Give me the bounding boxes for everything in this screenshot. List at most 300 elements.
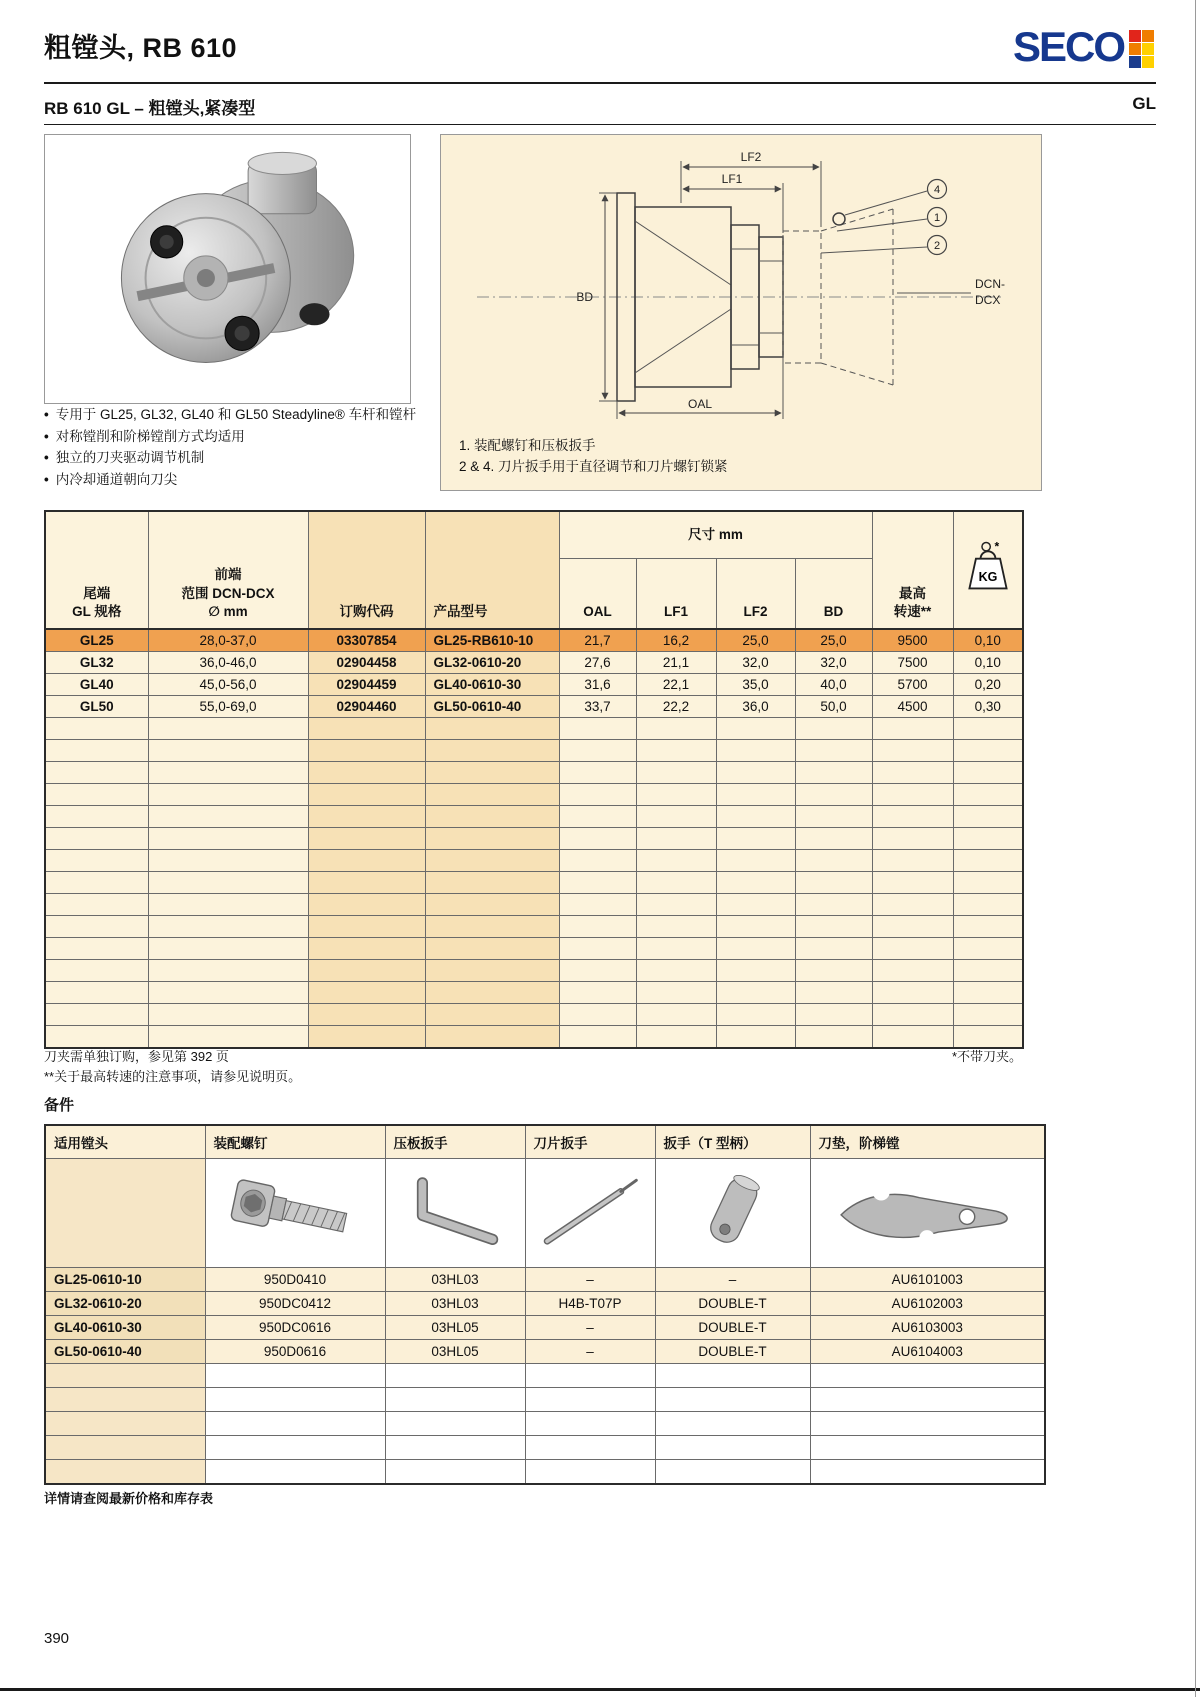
- col-header-model: 产品型号: [425, 511, 559, 629]
- cell-lf2: 35,0: [716, 674, 795, 696]
- empty-cell: [425, 784, 559, 806]
- empty-cell: [795, 850, 872, 872]
- technical-diagram: [441, 135, 1039, 425]
- cell-code: 02904459: [308, 674, 425, 696]
- cell-model: GL40-0610-30: [425, 674, 559, 696]
- cell-oal: 21,7: [559, 629, 636, 652]
- acc-cell: GL32-0610-20: [45, 1292, 205, 1316]
- empty-cell: [148, 740, 308, 762]
- empty-cell: [425, 894, 559, 916]
- acc-cell: –: [525, 1340, 655, 1364]
- weight-kg-icon: [962, 539, 1014, 597]
- callout-2: 2: [933, 240, 941, 252]
- acc-cell: 950D0410: [205, 1268, 385, 1292]
- empty-cell: [308, 762, 425, 784]
- empty-cell: [45, 938, 148, 960]
- technical-diagram-frame: [440, 134, 1042, 491]
- empty-cell: [655, 1460, 810, 1485]
- accessories-icon-row: [45, 1159, 1045, 1268]
- acc-col-header-shim: 刀垫，阶梯镗: [810, 1125, 1045, 1159]
- empty-cell: [636, 850, 716, 872]
- col-header-weight: [953, 511, 1023, 629]
- empty-cell: [795, 872, 872, 894]
- empty-cell: [872, 1004, 953, 1026]
- bullet-icon: [44, 407, 56, 422]
- empty-cell: [716, 938, 795, 960]
- empty-cell: [148, 982, 308, 1004]
- cell-kg: 0,10: [953, 629, 1023, 652]
- header-divider: [44, 82, 1156, 84]
- product-photo-frame: [44, 134, 411, 404]
- empty-cell: [45, 1026, 148, 1049]
- empty-cell: [716, 740, 795, 762]
- acc-cell: AU6102003: [810, 1292, 1045, 1316]
- empty-cell: [45, 784, 148, 806]
- cap-screw-icon: [220, 1165, 370, 1259]
- acc-table-empty-row: [45, 1364, 1045, 1388]
- dim-label-oal: OAL: [687, 397, 713, 411]
- empty-cell: [559, 718, 636, 740]
- cell-gl: GL50: [45, 696, 148, 718]
- header-line: 前端: [214, 567, 242, 583]
- empty-cell: [45, 740, 148, 762]
- acc-cell: 03HL03: [385, 1292, 525, 1316]
- icon-cell: [205, 1159, 385, 1268]
- dim-label-bd: BD: [576, 290, 593, 304]
- empty-cell: [655, 1412, 810, 1436]
- empty-cell: [308, 740, 425, 762]
- empty-cell: [425, 762, 559, 784]
- empty-cell: [716, 762, 795, 784]
- empty-cell: [795, 740, 872, 762]
- main-table-rows: [45, 629, 1023, 1048]
- acc-col-header-screw: 装配螺钉: [205, 1125, 385, 1159]
- empty-cell: [425, 960, 559, 982]
- feature-item: [44, 469, 436, 491]
- empty-cell: [559, 762, 636, 784]
- acc-cell: 950DC0412: [205, 1292, 385, 1316]
- empty-cell: [45, 762, 148, 784]
- cell-range: 45,0-56,0: [148, 674, 308, 696]
- weight-star: *: [994, 539, 999, 554]
- empty-cell: [425, 916, 559, 938]
- empty-cell: [716, 1026, 795, 1049]
- main-table-row: [45, 674, 1023, 696]
- corner-label: GL: [1132, 94, 1156, 113]
- empty-cell: [45, 916, 148, 938]
- empty-cell: [308, 1026, 425, 1049]
- empty-cell: [716, 828, 795, 850]
- accessories-table: [44, 1124, 1046, 1485]
- empty-cell: [425, 806, 559, 828]
- empty-cell: [559, 916, 636, 938]
- seco-logo-mark-icon: [1129, 30, 1154, 68]
- empty-cell: [795, 960, 872, 982]
- empty-cell: [636, 960, 716, 982]
- empty-cell: [308, 718, 425, 740]
- main-table-empty-row: [45, 828, 1023, 850]
- acc-col-header-blade-wrench: 刀片扳手: [525, 1125, 655, 1159]
- empty-cell: [636, 1004, 716, 1026]
- empty-cell: [308, 872, 425, 894]
- cell-range: 36,0-46,0: [148, 652, 308, 674]
- empty-cell: [385, 1436, 525, 1460]
- accessories-title: 备件: [44, 1097, 75, 1114]
- cell-range: 55,0-69,0: [148, 696, 308, 718]
- dim-label-lf2: LF2: [740, 150, 762, 164]
- empty-cell: [45, 1159, 205, 1268]
- acc-cell: AU6103003: [810, 1316, 1045, 1340]
- acc-cell: 950DC0616: [205, 1316, 385, 1340]
- main-table-empty-row: [45, 850, 1023, 872]
- empty-cell: [425, 982, 559, 1004]
- main-table-empty-row: [45, 740, 1023, 762]
- acc-cell: H4B-T07P: [525, 1292, 655, 1316]
- empty-cell: [636, 872, 716, 894]
- diagram-note: 2 & 4. 刀片扳手用于直径调节和刀片螺钉锁紧: [459, 459, 728, 475]
- empty-cell: [385, 1364, 525, 1388]
- empty-cell: [385, 1460, 525, 1485]
- empty-cell: [308, 1004, 425, 1026]
- cell-range: 28,0-37,0: [148, 629, 308, 652]
- empty-cell: [308, 894, 425, 916]
- empty-cell: [525, 1412, 655, 1436]
- bullet-icon: [44, 450, 56, 465]
- empty-cell: [636, 894, 716, 916]
- empty-cell: [810, 1436, 1045, 1460]
- cell-oal: 31,6: [559, 674, 636, 696]
- empty-cell: [872, 1026, 953, 1049]
- cell-speed: 9500: [872, 629, 953, 652]
- empty-cell: [872, 850, 953, 872]
- empty-cell: [45, 1364, 205, 1388]
- empty-cell: [308, 806, 425, 828]
- empty-cell: [559, 850, 636, 872]
- empty-cell: [559, 740, 636, 762]
- empty-cell: [559, 938, 636, 960]
- header-line: 范围 DCN-DCX: [181, 585, 275, 601]
- acc-col-header-head: 适用镗头: [45, 1125, 205, 1159]
- empty-cell: [559, 806, 636, 828]
- icon-cell: [385, 1159, 525, 1268]
- empty-cell: [45, 982, 148, 1004]
- empty-cell: [716, 718, 795, 740]
- callout-1: 1: [933, 212, 941, 224]
- col-header-front: [148, 511, 308, 629]
- main-table-empty-row: [45, 1004, 1023, 1026]
- weight-unit: KG: [978, 570, 998, 585]
- empty-cell: [525, 1364, 655, 1388]
- empty-cell: [795, 894, 872, 916]
- empty-cell: [795, 982, 872, 1004]
- acc-col-header-t-wrench: 扳手（T 型柄）: [655, 1125, 810, 1159]
- main-table-empty-row: [45, 762, 1023, 784]
- empty-cell: [953, 960, 1023, 982]
- dim-label-lf1: LF1: [721, 172, 743, 186]
- empty-cell: [636, 1026, 716, 1049]
- cell-lf2: 25,0: [716, 629, 795, 652]
- empty-cell: [953, 806, 1023, 828]
- acc-col-header-clamp-wrench: 压板扳手: [385, 1125, 525, 1159]
- cell-code: 02904458: [308, 652, 425, 674]
- empty-cell: [45, 828, 148, 850]
- main-table-empty-row: [45, 982, 1023, 1004]
- acc-cell: –: [525, 1268, 655, 1292]
- empty-cell: [45, 718, 148, 740]
- empty-cell: [205, 1412, 385, 1436]
- empty-cell: [148, 828, 308, 850]
- acc-table-rows: [45, 1268, 1045, 1485]
- t-handle-icon: [668, 1166, 798, 1258]
- empty-cell: [953, 784, 1023, 806]
- acc-table-row: [45, 1316, 1045, 1340]
- main-table-row: [45, 696, 1023, 718]
- section-title: RB 610 GL – 粗镗头,紧凑型: [44, 99, 256, 118]
- empty-cell: [872, 740, 953, 762]
- empty-cell: [308, 916, 425, 938]
- bullet-icon: [44, 472, 56, 487]
- empty-cell: [795, 806, 872, 828]
- empty-cell: [636, 740, 716, 762]
- empty-cell: [953, 718, 1023, 740]
- main-table-empty-row: [45, 938, 1023, 960]
- acc-table-empty-row: [45, 1388, 1045, 1412]
- acc-cell: 03HL05: [385, 1316, 525, 1340]
- empty-cell: [795, 916, 872, 938]
- acc-cell: DOUBLE-T: [655, 1316, 810, 1340]
- empty-cell: [148, 916, 308, 938]
- main-table: [44, 510, 1024, 1049]
- acc-table-row: [45, 1268, 1045, 1292]
- cell-kg: 0,30: [953, 696, 1023, 718]
- empty-cell: [148, 850, 308, 872]
- empty-cell: [636, 806, 716, 828]
- empty-cell: [953, 1004, 1023, 1026]
- acc-cell: 03HL03: [385, 1268, 525, 1292]
- empty-cell: [45, 1412, 205, 1436]
- empty-cell: [148, 1026, 308, 1049]
- acc-table-empty-row: [45, 1436, 1045, 1460]
- feature-text: 专用于 GL25, GL32, GL40 和 GL50 Steadyline® 车杆和镗杆: [55, 407, 417, 422]
- cell-lf1: 22,1: [636, 674, 716, 696]
- empty-cell: [45, 960, 148, 982]
- empty-cell: [872, 916, 953, 938]
- cell-kg: 0,20: [953, 674, 1023, 696]
- acc-table-empty-row: [45, 1460, 1045, 1485]
- acc-cell: –: [525, 1316, 655, 1340]
- header-line: 最高: [899, 585, 927, 601]
- cell-model: GL50-0610-40: [425, 696, 559, 718]
- acc-cell: –: [655, 1268, 810, 1292]
- empty-cell: [953, 762, 1023, 784]
- empty-cell: [148, 784, 308, 806]
- main-table-empty-row: [45, 806, 1023, 828]
- cell-code: 02904460: [308, 696, 425, 718]
- cell-speed: 5700: [872, 674, 953, 696]
- acc-cell: GL50-0610-40: [45, 1340, 205, 1364]
- empty-cell: [872, 784, 953, 806]
- cell-lf2: 32,0: [716, 652, 795, 674]
- empty-cell: [716, 806, 795, 828]
- col-header-bd: BD: [795, 559, 872, 630]
- empty-cell: [45, 1460, 205, 1485]
- empty-cell: [810, 1388, 1045, 1412]
- col-header-tail: [45, 511, 148, 629]
- col-header-order-code: 订购代码: [308, 511, 425, 629]
- empty-cell: [872, 982, 953, 1004]
- empty-cell: [872, 718, 953, 740]
- acc-cell: GL40-0610-30: [45, 1316, 205, 1340]
- empty-cell: [636, 916, 716, 938]
- empty-cell: [205, 1460, 385, 1485]
- empty-cell: [795, 828, 872, 850]
- feature-list: [44, 404, 436, 490]
- empty-cell: [205, 1364, 385, 1388]
- main-table-empty-row: [45, 872, 1023, 894]
- empty-cell: [559, 894, 636, 916]
- cell-speed: 4500: [872, 696, 953, 718]
- empty-cell: [636, 718, 716, 740]
- feature-item: [44, 426, 436, 448]
- main-table-empty-row: [45, 960, 1023, 982]
- empty-cell: [559, 1026, 636, 1049]
- empty-cell: [205, 1388, 385, 1412]
- subheader-divider: [44, 124, 1156, 125]
- empty-cell: [45, 1004, 148, 1026]
- empty-cell: [953, 850, 1023, 872]
- empty-cell: [148, 872, 308, 894]
- page-number: 390: [44, 1630, 70, 1647]
- empty-cell: [559, 872, 636, 894]
- empty-cell: [425, 828, 559, 850]
- feature-text: 内冷却通道朝向刀尖: [55, 471, 178, 487]
- main-table-empty-row: [45, 1026, 1023, 1049]
- dim-label-dcn1: DCN-: [975, 277, 1005, 291]
- icon-cell: [810, 1159, 1045, 1268]
- cell-model: GL32-0610-20: [425, 652, 559, 674]
- empty-cell: [795, 784, 872, 806]
- empty-cell: [425, 938, 559, 960]
- col-header-lf2: LF2: [716, 559, 795, 630]
- main-table-row: [45, 652, 1023, 674]
- empty-cell: [872, 894, 953, 916]
- empty-cell: [795, 718, 872, 740]
- empty-cell: [953, 740, 1023, 762]
- empty-cell: [525, 1388, 655, 1412]
- empty-cell: [385, 1412, 525, 1436]
- empty-cell: [636, 982, 716, 1004]
- empty-cell: [716, 850, 795, 872]
- empty-cell: [953, 916, 1023, 938]
- empty-cell: [559, 828, 636, 850]
- empty-cell: [148, 960, 308, 982]
- page-bottom-rule: [0, 1688, 1200, 1691]
- empty-cell: [953, 938, 1023, 960]
- cell-model: GL25-RB610-10: [425, 629, 559, 652]
- empty-cell: [148, 894, 308, 916]
- empty-cell: [636, 762, 716, 784]
- empty-cell: [795, 938, 872, 960]
- empty-cell: [872, 806, 953, 828]
- cell-bd: 50,0: [795, 696, 872, 718]
- empty-cell: [716, 916, 795, 938]
- cell-oal: 33,7: [559, 696, 636, 718]
- empty-cell: [425, 872, 559, 894]
- empty-cell: [308, 938, 425, 960]
- empty-cell: [559, 784, 636, 806]
- col-header-dimensions-group: 尺寸 mm: [559, 511, 872, 559]
- empty-cell: [795, 1004, 872, 1026]
- shim-icon: [822, 1169, 1032, 1255]
- empty-cell: [636, 828, 716, 850]
- empty-cell: [716, 960, 795, 982]
- main-table-empty-row: [45, 894, 1023, 916]
- accessories-header-row: [45, 1125, 1045, 1159]
- empty-cell: [872, 762, 953, 784]
- empty-cell: [559, 960, 636, 982]
- empty-cell: [872, 872, 953, 894]
- feature-text: 对称镗削和阶梯镗削方式均适用: [55, 428, 245, 444]
- acc-cell: DOUBLE-T: [655, 1340, 810, 1364]
- empty-cell: [795, 762, 872, 784]
- empty-cell: [559, 1004, 636, 1026]
- empty-cell: [872, 938, 953, 960]
- diagram-note: 1. 装配螺钉和压板扳手: [459, 438, 596, 454]
- empty-cell: [655, 1436, 810, 1460]
- empty-cell: [525, 1460, 655, 1485]
- empty-cell: [148, 1004, 308, 1026]
- cell-bd: 32,0: [795, 652, 872, 674]
- empty-cell: [716, 872, 795, 894]
- empty-cell: [385, 1388, 525, 1412]
- cell-lf2: 36,0: [716, 696, 795, 718]
- empty-cell: [148, 762, 308, 784]
- bullet-icon: [44, 429, 56, 444]
- cell-gl: GL25: [45, 629, 148, 652]
- empty-cell: [308, 850, 425, 872]
- empty-cell: [425, 1026, 559, 1049]
- empty-cell: [559, 982, 636, 1004]
- main-table-empty-row: [45, 784, 1023, 806]
- col-header-lf1: LF1: [636, 559, 716, 630]
- acc-cell: GL25-0610-10: [45, 1268, 205, 1292]
- cell-gl: GL32: [45, 652, 148, 674]
- empty-cell: [716, 894, 795, 916]
- section-subheader: [44, 94, 1156, 119]
- acc-cell: DOUBLE-T: [655, 1292, 810, 1316]
- seco-logo: [1012, 23, 1154, 70]
- feature-text: 独立的刀夹驱动调节机制: [55, 450, 205, 466]
- cell-lf1: 21,1: [636, 652, 716, 674]
- empty-cell: [45, 1436, 205, 1460]
- page-right-rule: [1195, 0, 1196, 1697]
- empty-cell: [953, 872, 1023, 894]
- empty-cell: [308, 828, 425, 850]
- cell-code: 03307854: [308, 629, 425, 652]
- cell-speed: 7500: [872, 652, 953, 674]
- empty-cell: [716, 784, 795, 806]
- header-line: ∅ mm: [208, 603, 248, 619]
- acc-table-row: [45, 1292, 1045, 1316]
- brand-name: SECO: [1012, 23, 1124, 70]
- empty-cell: [810, 1460, 1045, 1485]
- header-line: GL 规格: [72, 603, 122, 619]
- empty-cell: [525, 1436, 655, 1460]
- icon-cell: [525, 1159, 655, 1268]
- product-photo: [45, 135, 410, 403]
- empty-cell: [425, 1004, 559, 1026]
- empty-cell: [425, 718, 559, 740]
